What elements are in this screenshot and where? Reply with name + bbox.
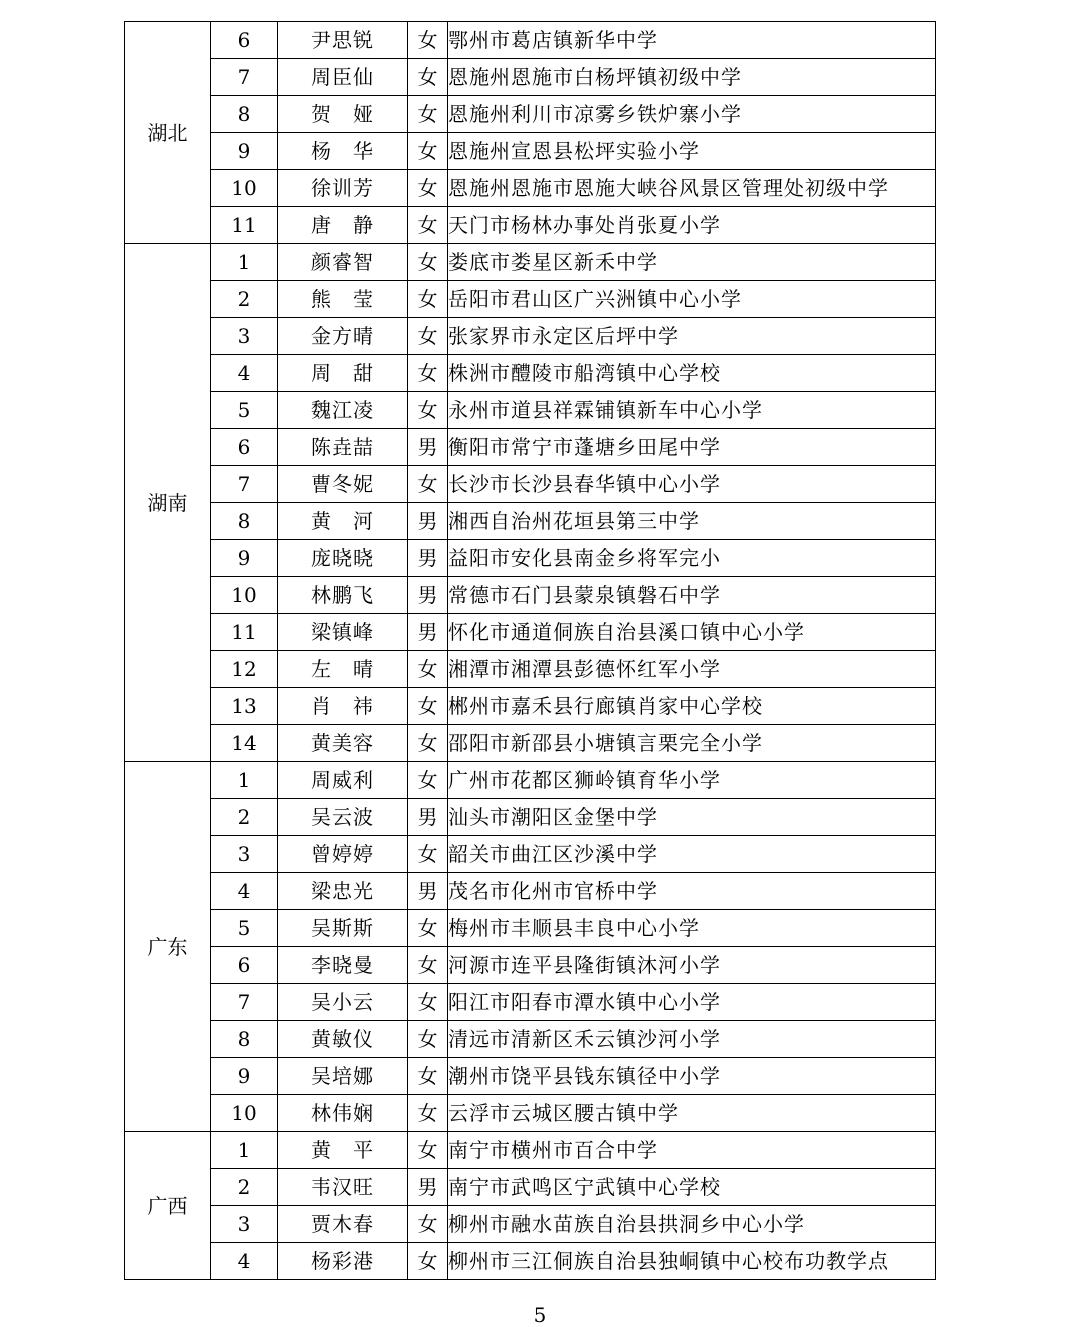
table-row — [125, 540, 936, 577]
number-cell: 4 — [211, 1243, 278, 1280]
school-cell: 柳州市融水苗族自治县拱洞乡中心小学 — [448, 1206, 936, 1243]
table-row — [125, 614, 936, 651]
name-cell: 黄敏仪 — [278, 1021, 408, 1058]
table-row — [125, 503, 936, 540]
number-cell: 3 — [211, 1206, 278, 1243]
school-cell: 张家界市永定区后坪中学 — [448, 318, 936, 355]
gender-cell: 女 — [408, 688, 448, 725]
number-cell: 2 — [211, 1169, 278, 1206]
table-row — [125, 429, 936, 466]
school-cell: 恩施州恩施市恩施大峡谷风景区管理处初级中学 — [448, 170, 936, 207]
table-row — [125, 762, 936, 799]
gender-cell: 女 — [408, 1243, 448, 1280]
name-cell: 林鹏飞 — [278, 577, 408, 614]
table-row — [125, 1021, 936, 1058]
number-cell: 1 — [211, 244, 278, 281]
name-cell: 徐训芳 — [278, 170, 408, 207]
number-cell: 7 — [211, 466, 278, 503]
name-cell: 周威利 — [278, 762, 408, 799]
gender-cell: 女 — [408, 59, 448, 96]
school-cell: 广州市花都区狮岭镇育华小学 — [448, 762, 936, 799]
table-row — [125, 836, 936, 873]
table-row — [125, 947, 936, 984]
school-cell: 怀化市通道侗族自治县溪口镇中心小学 — [448, 614, 936, 651]
number-cell: 9 — [211, 1058, 278, 1095]
school-cell: 南宁市横州市百合中学 — [448, 1132, 936, 1169]
number-cell: 2 — [211, 799, 278, 836]
table-row — [125, 59, 936, 96]
name-cell: 曹冬妮 — [278, 466, 408, 503]
table-row — [125, 281, 936, 318]
name-cell: 黄 河 — [278, 503, 408, 540]
name-cell: 杨 华 — [278, 133, 408, 170]
number-cell: 10 — [211, 170, 278, 207]
number-cell: 8 — [211, 96, 278, 133]
name-cell: 吴斯斯 — [278, 910, 408, 947]
number-cell: 5 — [211, 910, 278, 947]
table-row — [125, 984, 936, 1021]
table-row — [125, 1095, 936, 1132]
name-cell: 周臣仙 — [278, 59, 408, 96]
table-row — [125, 577, 936, 614]
gender-cell: 女 — [408, 1021, 448, 1058]
gender-cell: 女 — [408, 281, 448, 318]
school-cell: 潮州市饶平县钱东镇径中小学 — [448, 1058, 936, 1095]
name-cell: 魏江凌 — [278, 392, 408, 429]
gender-cell: 女 — [408, 1132, 448, 1169]
number-cell: 6 — [211, 947, 278, 984]
school-cell: 南宁市武鸣区宁武镇中心学校 — [448, 1169, 936, 1206]
school-cell: 韶关市曲江区沙溪中学 — [448, 836, 936, 873]
gender-cell: 女 — [408, 836, 448, 873]
table-row — [125, 318, 936, 355]
school-cell: 永州市道县祥霖铺镇新车中心小学 — [448, 392, 936, 429]
number-cell: 7 — [211, 59, 278, 96]
number-cell: 14 — [211, 725, 278, 762]
name-cell: 周 甜 — [278, 355, 408, 392]
number-cell: 8 — [211, 1021, 278, 1058]
province-cell: 湖北 — [125, 22, 211, 244]
name-cell: 黄 平 — [278, 1132, 408, 1169]
table-row — [125, 725, 936, 762]
school-cell: 鄂州市葛店镇新华中学 — [448, 22, 936, 59]
school-cell: 梅州市丰顺县丰良中心小学 — [448, 910, 936, 947]
table-row — [125, 910, 936, 947]
gender-cell: 女 — [408, 22, 448, 59]
table-row — [125, 466, 936, 503]
school-cell: 长沙市长沙县春华镇中心小学 — [448, 466, 936, 503]
gender-cell: 女 — [408, 392, 448, 429]
school-cell: 益阳市安化县南金乡将军完小 — [448, 540, 936, 577]
school-cell: 柳州市三江侗族自治县独峒镇中心校布功教学点 — [448, 1243, 936, 1280]
gender-cell: 男 — [408, 503, 448, 540]
number-cell: 5 — [211, 392, 278, 429]
number-cell: 9 — [211, 540, 278, 577]
school-cell: 衡阳市常宁市蓬塘乡田尾中学 — [448, 429, 936, 466]
gender-cell: 男 — [408, 799, 448, 836]
table-row — [125, 799, 936, 836]
school-cell: 茂名市化州市官桥中学 — [448, 873, 936, 910]
gender-cell: 男 — [408, 540, 448, 577]
gender-cell: 男 — [408, 429, 448, 466]
name-cell: 唐 静 — [278, 207, 408, 244]
name-cell: 贾木春 — [278, 1206, 408, 1243]
gender-cell: 女 — [408, 466, 448, 503]
number-cell: 2 — [211, 281, 278, 318]
name-cell: 金方晴 — [278, 318, 408, 355]
number-cell: 13 — [211, 688, 278, 725]
name-cell: 梁镇峰 — [278, 614, 408, 651]
name-cell: 尹思锐 — [278, 22, 408, 59]
number-cell: 6 — [211, 22, 278, 59]
number-cell: 7 — [211, 984, 278, 1021]
name-cell: 吴培娜 — [278, 1058, 408, 1095]
school-cell: 天门市杨林办事处肖张夏小学 — [448, 207, 936, 244]
number-cell: 6 — [211, 429, 278, 466]
table-row — [125, 244, 936, 281]
school-cell: 阳江市阳春市潭水镇中心小学 — [448, 984, 936, 1021]
name-cell: 左 晴 — [278, 651, 408, 688]
table-row — [125, 1058, 936, 1095]
roster-body — [125, 22, 936, 1280]
gender-cell: 女 — [408, 207, 448, 244]
number-cell: 3 — [211, 318, 278, 355]
province-cell: 广西 — [125, 1132, 211, 1280]
number-cell: 8 — [211, 503, 278, 540]
gender-cell: 女 — [408, 910, 448, 947]
province-cell: 湖南 — [125, 244, 211, 762]
table-row — [125, 1169, 936, 1206]
province-cell: 广东 — [125, 762, 211, 1132]
school-cell: 清远市清新区禾云镇沙河小学 — [448, 1021, 936, 1058]
name-cell: 黄美容 — [278, 725, 408, 762]
gender-cell: 女 — [408, 947, 448, 984]
number-cell: 9 — [211, 133, 278, 170]
number-cell: 11 — [211, 207, 278, 244]
school-cell: 株洲市醴陵市船湾镇中心学校 — [448, 355, 936, 392]
gender-cell: 女 — [408, 984, 448, 1021]
table-row — [125, 873, 936, 910]
number-cell: 1 — [211, 1132, 278, 1169]
gender-cell: 女 — [408, 1058, 448, 1095]
school-cell: 邵阳市新邵县小塘镇言栗完全小学 — [448, 725, 936, 762]
gender-cell: 女 — [408, 725, 448, 762]
table-row — [125, 22, 936, 59]
table-row — [125, 355, 936, 392]
name-cell: 梁忠光 — [278, 873, 408, 910]
gender-cell: 女 — [408, 762, 448, 799]
gender-cell: 女 — [408, 170, 448, 207]
table-row — [125, 1243, 936, 1280]
name-cell: 陈垚喆 — [278, 429, 408, 466]
gender-cell: 男 — [408, 873, 448, 910]
gender-cell: 女 — [408, 96, 448, 133]
school-cell: 云浮市云城区腰古镇中学 — [448, 1095, 936, 1132]
table-row — [125, 392, 936, 429]
table-row — [125, 688, 936, 725]
school-cell: 湘西自治州花垣县第三中学 — [448, 503, 936, 540]
teacher-roster-table — [124, 21, 936, 1280]
gender-cell: 女 — [408, 1095, 448, 1132]
school-cell: 河源市连平县隆街镇沐河小学 — [448, 947, 936, 984]
number-cell: 12 — [211, 651, 278, 688]
gender-cell: 女 — [408, 1206, 448, 1243]
name-cell: 李晓曼 — [278, 947, 408, 984]
name-cell: 熊 莹 — [278, 281, 408, 318]
name-cell: 庞晓晓 — [278, 540, 408, 577]
school-cell: 岳阳市君山区广兴洲镇中心小学 — [448, 281, 936, 318]
page-number: 5 — [533, 1303, 547, 1327]
table-row — [125, 96, 936, 133]
gender-cell: 女 — [408, 133, 448, 170]
gender-cell: 男 — [408, 577, 448, 614]
school-cell: 恩施州利川市凉雾乡铁炉寨小学 — [448, 96, 936, 133]
number-cell: 4 — [211, 873, 278, 910]
school-cell: 恩施州恩施市白杨坪镇初级中学 — [448, 59, 936, 96]
name-cell: 吴小云 — [278, 984, 408, 1021]
gender-cell: 女 — [408, 318, 448, 355]
name-cell: 杨彩港 — [278, 1243, 408, 1280]
number-cell: 11 — [211, 614, 278, 651]
gender-cell: 女 — [408, 355, 448, 392]
gender-cell: 男 — [408, 1169, 448, 1206]
gender-cell: 女 — [408, 244, 448, 281]
number-cell: 10 — [211, 577, 278, 614]
school-cell: 汕头市潮阳区金堡中学 — [448, 799, 936, 836]
name-cell: 颜睿智 — [278, 244, 408, 281]
school-cell: 郴州市嘉禾县行廊镇肖家中心学校 — [448, 688, 936, 725]
name-cell: 曾婷婷 — [278, 836, 408, 873]
table-row — [125, 1206, 936, 1243]
table-row — [125, 651, 936, 688]
name-cell: 林伟娴 — [278, 1095, 408, 1132]
school-cell: 娄底市娄星区新禾中学 — [448, 244, 936, 281]
table-row — [125, 133, 936, 170]
name-cell: 肖 祎 — [278, 688, 408, 725]
number-cell: 10 — [211, 1095, 278, 1132]
school-cell: 恩施州宣恩县松坪实验小学 — [448, 133, 936, 170]
table-row — [125, 170, 936, 207]
name-cell: 韦汉旺 — [278, 1169, 408, 1206]
number-cell: 4 — [211, 355, 278, 392]
name-cell: 吴云波 — [278, 799, 408, 836]
gender-cell: 男 — [408, 614, 448, 651]
number-cell: 1 — [211, 762, 278, 799]
school-cell: 湘潭市湘潭县彭德怀红军小学 — [448, 651, 936, 688]
school-cell: 常德市石门县蒙泉镇磐石中学 — [448, 577, 936, 614]
number-cell: 3 — [211, 836, 278, 873]
table-row — [125, 1132, 936, 1169]
table-row — [125, 207, 936, 244]
gender-cell: 女 — [408, 651, 448, 688]
name-cell: 贺 娅 — [278, 96, 408, 133]
